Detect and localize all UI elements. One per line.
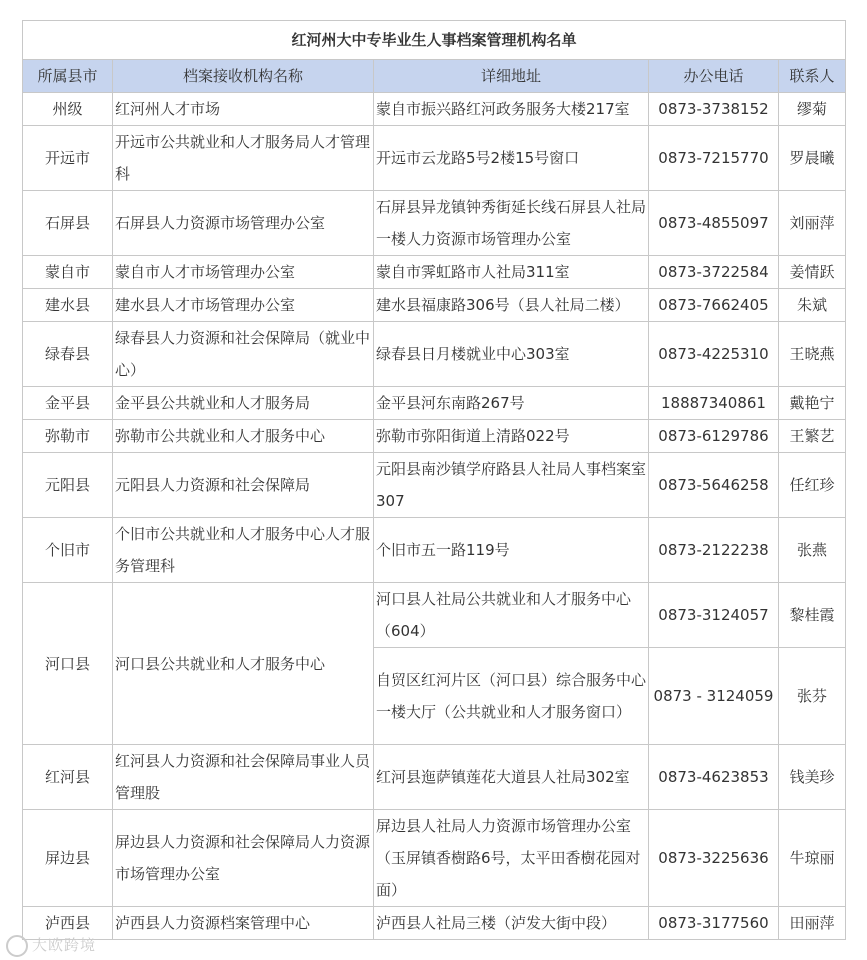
phone-cell: 0873-4623853 [649, 745, 779, 810]
org-cell: 建水县人才市场管理办公室 [113, 289, 374, 322]
org-cell: 屏边县人力资源和社会保障局人力资源市场管理办公室 [113, 810, 374, 907]
address-cell: 个旧市五一路119号 [374, 518, 649, 583]
contact-cell: 张芬 [779, 648, 846, 745]
county-cell: 开远市 [23, 126, 113, 191]
contact-cell: 钱美珍 [779, 745, 846, 810]
address-cell: 自贸区红河片区（河口县）综合服务中心一楼大厅（公共就业和人才服务窗口） [374, 648, 649, 745]
table-row [23, 810, 846, 907]
watermark-logo-icon [6, 935, 28, 957]
org-cell: 河口县公共就业和人才服务中心 [113, 583, 374, 745]
org-cell: 泸西县人力资源档案管理中心 [113, 907, 374, 940]
table-row [23, 322, 846, 387]
address-cell: 弥勒市弥阳街道上清路022号 [374, 420, 649, 453]
phone-cell: 0873-4225310 [649, 322, 779, 387]
contact-cell: 任红珍 [779, 453, 846, 518]
county-cell: 州级 [23, 93, 113, 126]
header-org: 档案接收机构名称 [113, 60, 374, 93]
county-cell: 建水县 [23, 289, 113, 322]
contact-cell: 王晓燕 [779, 322, 846, 387]
contact-cell: 戴艳宁 [779, 387, 846, 420]
phone-cell: 0873-7662405 [649, 289, 779, 322]
header-phone: 办公电话 [649, 60, 779, 93]
archive-agency-table [22, 20, 846, 940]
org-cell: 金平县公共就业和人才服务局 [113, 387, 374, 420]
header-county: 所属县市 [23, 60, 113, 93]
county-cell: 屏边县 [23, 810, 113, 907]
table-row [23, 420, 846, 453]
table-row [23, 256, 846, 289]
org-cell: 个旧市公共就业和人才服务中心人才服务管理科 [113, 518, 374, 583]
address-cell: 屏边县人社局人力资源市场管理办公室（玉屏镇香樹路6号，太平田香樹花园对面） [374, 810, 649, 907]
org-cell: 元阳县人力资源和社会保障局 [113, 453, 374, 518]
contact-cell: 罗晨曦 [779, 126, 846, 191]
county-cell: 河口县 [23, 583, 113, 745]
table-row [23, 453, 846, 518]
table-row [23, 289, 846, 322]
table-row [23, 518, 846, 583]
county-cell: 弥勒市 [23, 420, 113, 453]
phone-cell: 18887340861 [649, 387, 779, 420]
contact-cell: 田丽萍 [779, 907, 846, 940]
address-cell: 泸西县人社局三楼（泸发大街中段） [374, 907, 649, 940]
address-cell: 石屏县异龙镇钟秀街延长线石屏县人社局一楼人力资源市场管理办公室 [374, 191, 649, 256]
org-cell: 红河州人才市场 [113, 93, 374, 126]
watermark [6, 934, 96, 957]
table-row [23, 583, 846, 648]
org-cell: 蒙自市人才市场管理办公室 [113, 256, 374, 289]
org-cell: 弥勒市公共就业和人才服务中心 [113, 420, 374, 453]
org-cell: 开远市公共就业和人才服务局人才管理科 [113, 126, 374, 191]
address-cell: 河口县人社局公共就业和人才服务中心（604） [374, 583, 649, 648]
address-cell: 开远市云龙路5号2楼15号窗口 [374, 126, 649, 191]
contact-cell: 黎桂霞 [779, 583, 846, 648]
contact-cell: 刘丽萍 [779, 191, 846, 256]
county-cell: 元阳县 [23, 453, 113, 518]
table-header-row [23, 60, 846, 93]
county-cell: 蒙自市 [23, 256, 113, 289]
county-cell: 金平县 [23, 387, 113, 420]
phone-cell: 0873-7215770 [649, 126, 779, 191]
table-title: 红河州大中专毕业生人事档案管理机构名单 [23, 21, 846, 60]
phone-cell: 0873-2122238 [649, 518, 779, 583]
address-cell: 绿春县日月楼就业中心303室 [374, 322, 649, 387]
phone-cell: 0873-3225636 [649, 810, 779, 907]
table-row [23, 907, 846, 940]
contact-cell: 王繁艺 [779, 420, 846, 453]
phone-cell: 0873-3738152 [649, 93, 779, 126]
county-cell: 绿春县 [23, 322, 113, 387]
watermark-text: 大欧跨境 [32, 936, 97, 954]
org-cell: 绿春县人力资源和社会保障局（就业中心） [113, 322, 374, 387]
address-cell: 蒙自市振兴路红河政务服务大楼217室 [374, 93, 649, 126]
county-cell: 个旧市 [23, 518, 113, 583]
address-cell: 元阳县南沙镇学府路县人社局人事档案室307 [374, 453, 649, 518]
contact-cell: 张燕 [779, 518, 846, 583]
county-cell: 石屏县 [23, 191, 113, 256]
county-cell: 红河县 [23, 745, 113, 810]
phone-cell: 0873-3177560 [649, 907, 779, 940]
contact-cell: 姜情跃 [779, 256, 846, 289]
phone-cell: 0873-3124057 [649, 583, 779, 648]
header-address: 详细地址 [374, 60, 649, 93]
header-contact: 联系人 [779, 60, 846, 93]
org-cell: 石屏县人力资源市场管理办公室 [113, 191, 374, 256]
table-row [23, 745, 846, 810]
phone-cell: 0873-6129786 [649, 420, 779, 453]
contact-cell: 朱斌 [779, 289, 846, 322]
org-cell: 红河县人力资源和社会保障局事业人员管理股 [113, 745, 374, 810]
phone-cell: 0873-3722584 [649, 256, 779, 289]
table-row [23, 93, 846, 126]
address-cell: 建水县福康路306号（县人社局二楼） [374, 289, 649, 322]
table-row [23, 387, 846, 420]
address-cell: 红河县迤萨镇莲花大道县人社局302室 [374, 745, 649, 810]
table-row [23, 191, 846, 256]
address-cell: 蒙自市霁虹路市人社局311室 [374, 256, 649, 289]
table-row [23, 126, 846, 191]
phone-cell: 0873 - 3124059 [649, 648, 779, 745]
table-title-row [23, 21, 846, 60]
address-cell: 金平县河东南路267号 [374, 387, 649, 420]
county-cell: 泸西县 [23, 907, 113, 940]
phone-cell: 0873-4855097 [649, 191, 779, 256]
phone-cell: 0873-5646258 [649, 453, 779, 518]
contact-cell: 缪菊 [779, 93, 846, 126]
contact-cell: 牛琼丽 [779, 810, 846, 907]
